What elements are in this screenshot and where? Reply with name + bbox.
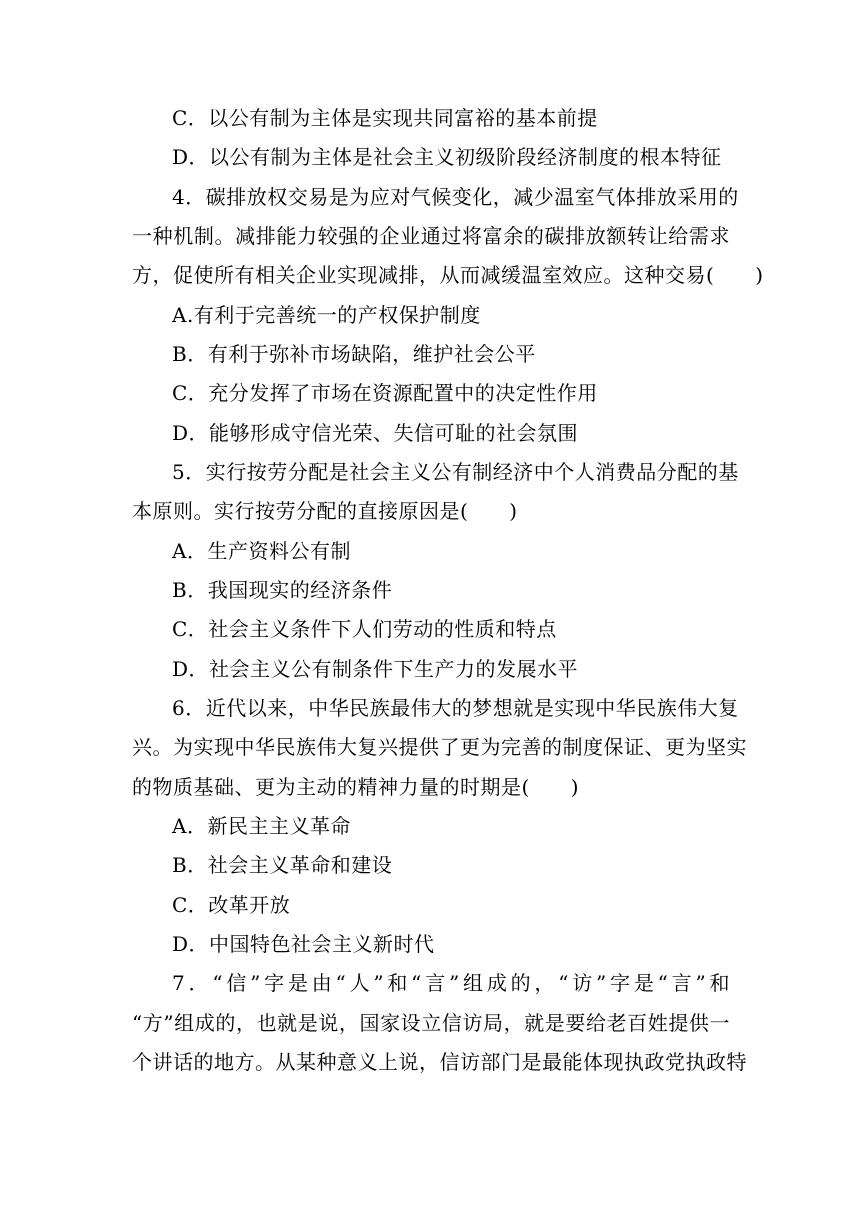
option-a-q4: A.有利于完善统一的产权保护制度 xyxy=(172,303,481,327)
option-c-q6: C．改革开放 xyxy=(172,893,291,917)
question-4-line-1: 4．碳排放权交易是为应对气候变化，减少温室气体排放采用的 xyxy=(172,185,739,209)
question-6-line-3: 的物质基础、更为主动的精神力量的时期是( ) xyxy=(132,775,580,799)
option-d-q6: D．中国特色社会主义新时代 xyxy=(172,932,435,956)
option-b-q4: B．有利于弥补市场缺陷，维护社会公平 xyxy=(172,342,536,366)
question-6-line-1: 6．近代以来，中华民族最伟大的梦想就是实现中华民族伟大复 xyxy=(172,696,739,720)
option-c-q4: C．充分发挥了市场在资源配置中的决定性作用 xyxy=(172,381,598,405)
question-7-line-3: 个讲话的地方。从某种意义上说，信访部门是最能体现执政党执政特 xyxy=(132,1050,747,1074)
option-c-q3: C．以公有制为主体是实现共同富裕的基本前提 xyxy=(172,106,598,130)
option-b-q6: B．社会主义革命和建设 xyxy=(172,853,393,877)
question-5-line-1: 5．实行按劳分配是社会主义公有制经济中个人消费品分配的基 xyxy=(172,460,739,484)
option-a-q6: A．新民主主义革命 xyxy=(172,814,351,838)
question-7-line-2: “方”组成的，也就是说，国家设立信访局，就是要给老百姓提供一 xyxy=(132,1011,730,1035)
option-d-q5: D．社会主义公有制条件下生产力的发展水平 xyxy=(172,657,579,681)
option-d-q4: D．能够形成守信光荣、失信可耻的社会氛围 xyxy=(172,421,579,445)
question-6-line-2: 兴。为实现中华民族伟大复兴提供了更为完善的制度保证、更为坚实 xyxy=(132,735,747,759)
option-d-q3: D．以公有制为主体是社会主义初级阶段经济制度的根本特征 xyxy=(172,145,722,169)
option-a-q5: A．生产资料公有制 xyxy=(172,539,351,563)
question-4-line-3: 方，促使所有相关企业实现减排，从而减缓温室效应。这种交易( ) xyxy=(132,263,764,287)
option-b-q5: B．我国现实的经济条件 xyxy=(172,578,393,602)
question-7-line-1: 7．“信”字是由“人”和“言”组成的，“访”字是“言”和 xyxy=(172,971,730,995)
option-c-q5: C．社会主义条件下人们劳动的性质和特点 xyxy=(172,617,557,641)
question-4-line-2: 一种机制。减排能力较强的企业通过将富余的碳排放额转让给需求 xyxy=(132,224,730,248)
question-5-line-2: 本原则。实行按劳分配的直接原因是( ) xyxy=(132,499,518,523)
